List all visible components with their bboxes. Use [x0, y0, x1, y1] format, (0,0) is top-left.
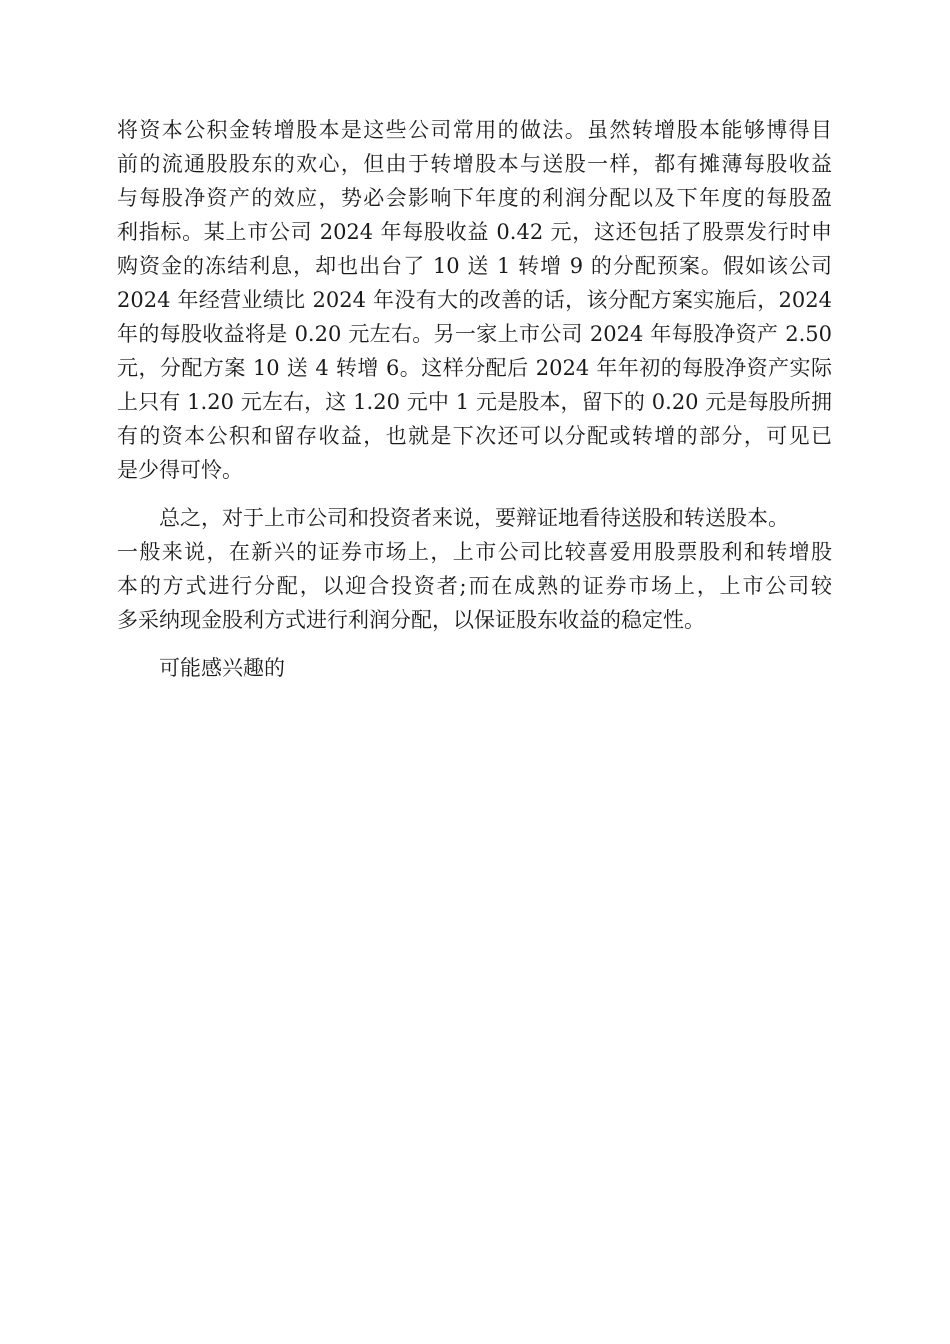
text-line: 将资本公积金转增股本是这些公司常用的做法。虽然转增股本能够博得目 — [117, 118, 832, 142]
text-line: 前的流通股股东的欢心，但由于转增股本与送股一样，都有摊薄每股收益 — [117, 152, 832, 176]
document-body — [117, 113, 832, 699]
text-line: 总之，对于上市公司和投资者来说，要辩证地看待送股和转送股本。 — [159, 506, 789, 530]
text-line: 一般来说，在新兴的证券市场上，上市公司比较喜爱用股票股利和转增股 — [117, 540, 832, 564]
paragraph-conclusion — [117, 501, 832, 637]
text-line: 与每股净资产的效应，势必会影响下年度的利润分配以及下年度的每股盈 — [117, 186, 832, 210]
paragraph-related — [117, 651, 832, 685]
paragraph-capital-reserve — [117, 113, 832, 487]
text-line: 2024 年经营业绩比 2024 年没有大的改善的话，该分配方案实施后，2024 — [117, 288, 832, 312]
text-line: 年的每股收益将是 0.20 元左右。另一家上市公司 2024 年每股净资产 2.50 — [117, 322, 832, 346]
text-line: 购资金的冻结利息，却也出台了 10 送 1 转增 9 的分配预案。假如该公司 — [117, 254, 832, 278]
text-line: 上只有 1.20 元左右，这 1.20 元中 1 元是股本，留下的 0.20 元是每股所拥 — [117, 390, 832, 414]
text-line: 多采纳现金股利方式进行利润分配，以保证股东收益的稳定性。 — [117, 608, 705, 632]
text-line: 本的方式进行分配，以迎合投资者;而在成熟的证券市场上，上市公司较 — [117, 574, 832, 598]
related-heading: 可能感兴趣的 — [159, 656, 285, 680]
text-line: 元，分配方案 10 送 4 转增 6。这样分配后 2024 年年初的每股净资产实际 — [117, 356, 832, 380]
text-line: 利指标。某上市公司 2024 年每股收益 0.42 元，这还包括了股票发行时申 — [117, 220, 832, 244]
text-line: 是少得可怜。 — [117, 458, 243, 482]
text-line: 有的资本公积和留存收益，也就是下次还可以分配或转增的部分，可见已 — [117, 424, 832, 448]
